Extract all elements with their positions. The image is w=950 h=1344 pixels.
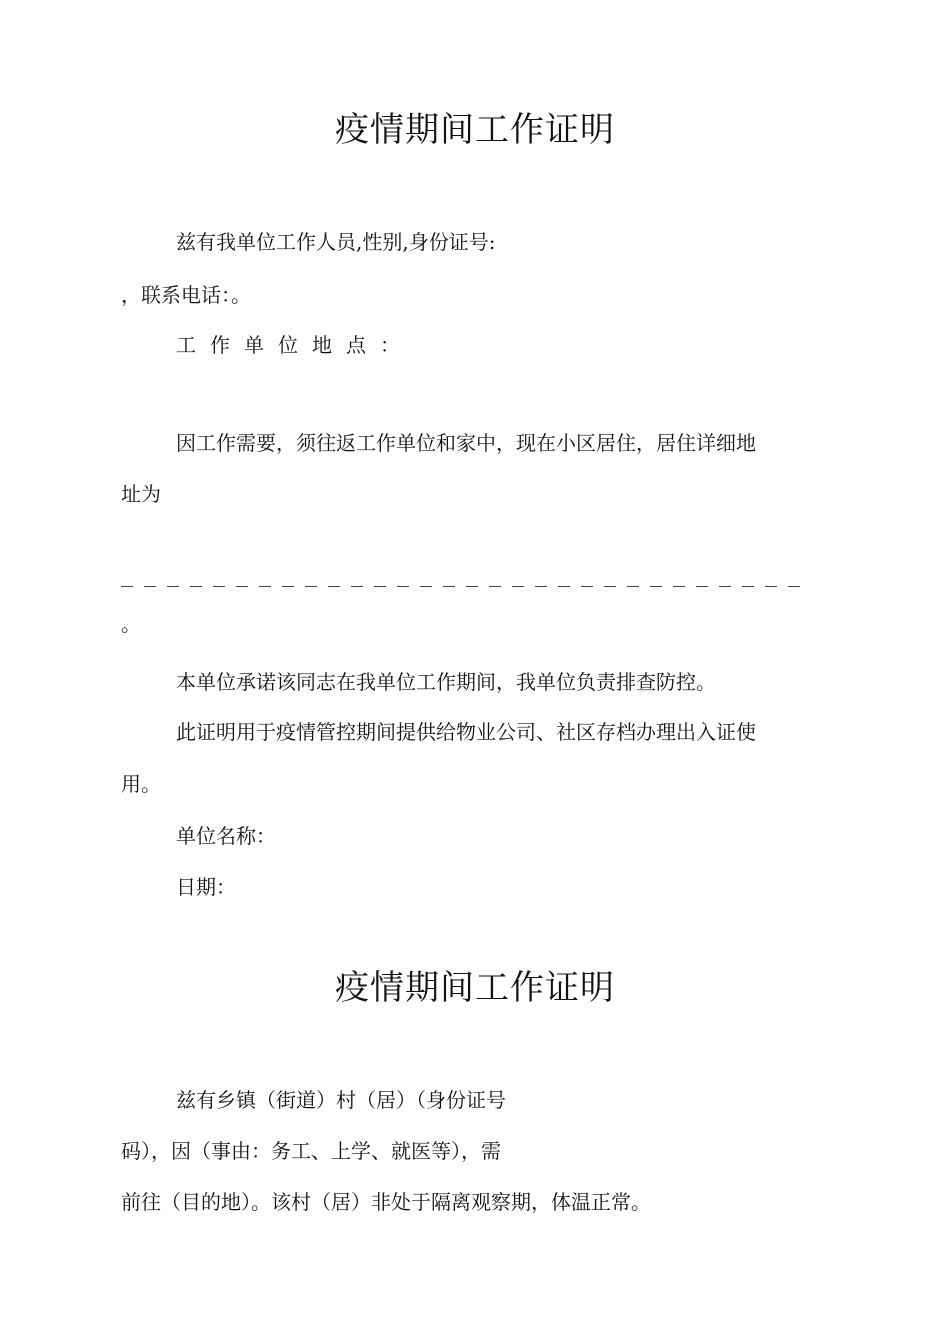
address-blank-line bbox=[121, 573, 811, 587]
doc2-paragraph1-line1: 兹有乡镇（街道）村（居）（身份证号 bbox=[176, 1088, 506, 1112]
doc1-period: 。 bbox=[121, 612, 141, 636]
doc1-paragraph1-line1: 兹有我单位工作人员,性别,身份证号: bbox=[176, 230, 496, 254]
doc1-paragraph2-line2: 址为 bbox=[121, 482, 161, 506]
doc1-unit-name-label: 单位名称： bbox=[176, 824, 276, 848]
doc2-title: 疫情期间工作证明 bbox=[335, 968, 615, 1008]
doc1-paragraph4-line2: 用。 bbox=[121, 772, 161, 796]
doc1-paragraph1-line2: ，联系电话：。 bbox=[121, 283, 251, 307]
doc1-work-address-label: 工作单位地点： bbox=[176, 333, 414, 357]
doc1-paragraph2-line1: 因工作需要，须往返工作单位和家中，现在小区居住，居住详细地 bbox=[176, 431, 756, 455]
doc1-title: 疫情期间工作证明 bbox=[335, 110, 615, 150]
doc1-paragraph3: 本单位承诺该同志在我单位工作期间，我单位负责排查防控。 bbox=[176, 670, 716, 694]
doc1-paragraph4-line1: 此证明用于疫情管控期间提供给物业公司、社区存档办理出入证使 bbox=[176, 720, 756, 744]
doc2-paragraph1-line2: 码），因（事由：务工、上学、就医等），需 bbox=[121, 1139, 501, 1163]
doc2-paragraph1-line3: 前往（目的地）。该村（居）非处于隔离观察期，体温正常。 bbox=[121, 1190, 651, 1214]
doc1-date-label: 日期： bbox=[176, 875, 236, 899]
